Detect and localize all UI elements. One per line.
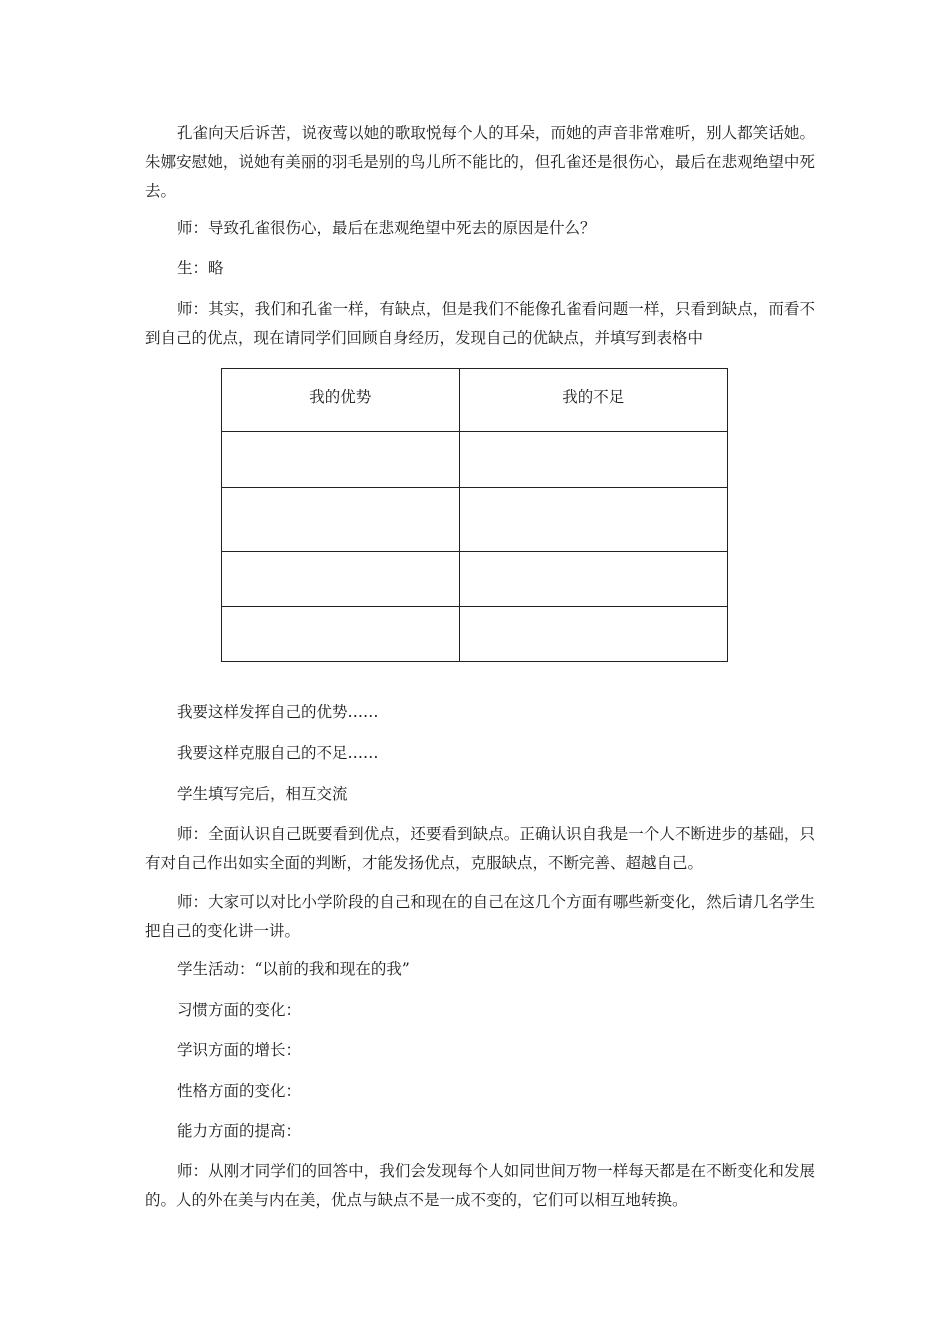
table-row [222,432,728,488]
strengths-header: 我的优势 [309,388,372,406]
teacher-comparison-prompt: 师：大家可以对比小学阶段的自己和现在的自己在这几个方面有哪些新变化，然后请几名学生把自己的变化讲一讲。 [145,893,815,940]
table-header-cell [222,369,460,432]
table-row [222,606,728,661]
student-answer: 生：略 [177,259,224,277]
student-activity-title: 学生活动：“以前的我和现在的我” [177,960,410,978]
table-header-cell [459,369,727,432]
table-cell-blank [459,551,727,606]
table-cell-blank [222,432,460,488]
table-cell-blank [459,488,727,551]
table-cell-blank [459,432,727,488]
table-row [222,488,728,551]
habit-change-label: 习惯方面的变化： [177,1001,302,1019]
table-cell-blank [222,551,460,606]
weaknesses-header: 我的不足 [562,388,625,406]
weakness-prompt: 我要这样克服自己的不足…… [177,744,379,762]
ability-improvement-label: 能力方面的提高： [177,1122,302,1140]
student-exchange-note: 学生填写完后，相互交流 [177,785,348,803]
teacher-instruction: 师：其实，我们和孔雀一样，有缺点，但是我们不能像孔雀看问题一样，只看到缺点，而看不到自己的优点，现在请同学们回顾自身经历，发现自己的优缺点，并填写到表格中 [145,300,815,347]
strengths-weaknesses-table [221,368,728,662]
table-cell-blank [222,488,460,551]
table-cell-blank [222,606,460,661]
teacher-conclusion: 师：从刚才同学们的回答中，我们会发现每个人如同世间万物一样每天都是在不断变化和发展的。人的外在美与内在美，优点与缺点不是一成不变的，它们可以相互地转换。 [145,1162,815,1209]
teacher-question: 师：导致孔雀很伤心，最后在悲观绝望中死去的原因是什么？ [177,219,596,237]
knowledge-growth-label: 学识方面的增长： [177,1041,302,1059]
story-paragraph: 孔雀向天后诉苦，说夜莺以她的歌取悦每个人的耳朵，而她的声音非常难听，别人都笑话她。朱娜安慰她，说她有美丽的羽毛是别的鸟儿所不能比的，但孔雀还是很伤心，最后在悲观绝望中死去。 [145,124,815,200]
table-cell-blank [459,606,727,661]
personality-change-label: 性格方面的变化： [177,1082,302,1100]
table-row [222,551,728,606]
teacher-summary: 师：全面认识自己既要看到优点，还要看到缺点。正确认识自我是一个人不断进步的基础，只有对自己作出如实全面的判断，才能发扬优点，克服缺点，不断完善、超越自己。 [145,825,815,872]
advantage-prompt: 我要这样发挥自己的优势…… [177,703,379,721]
table-header-row [222,369,728,432]
